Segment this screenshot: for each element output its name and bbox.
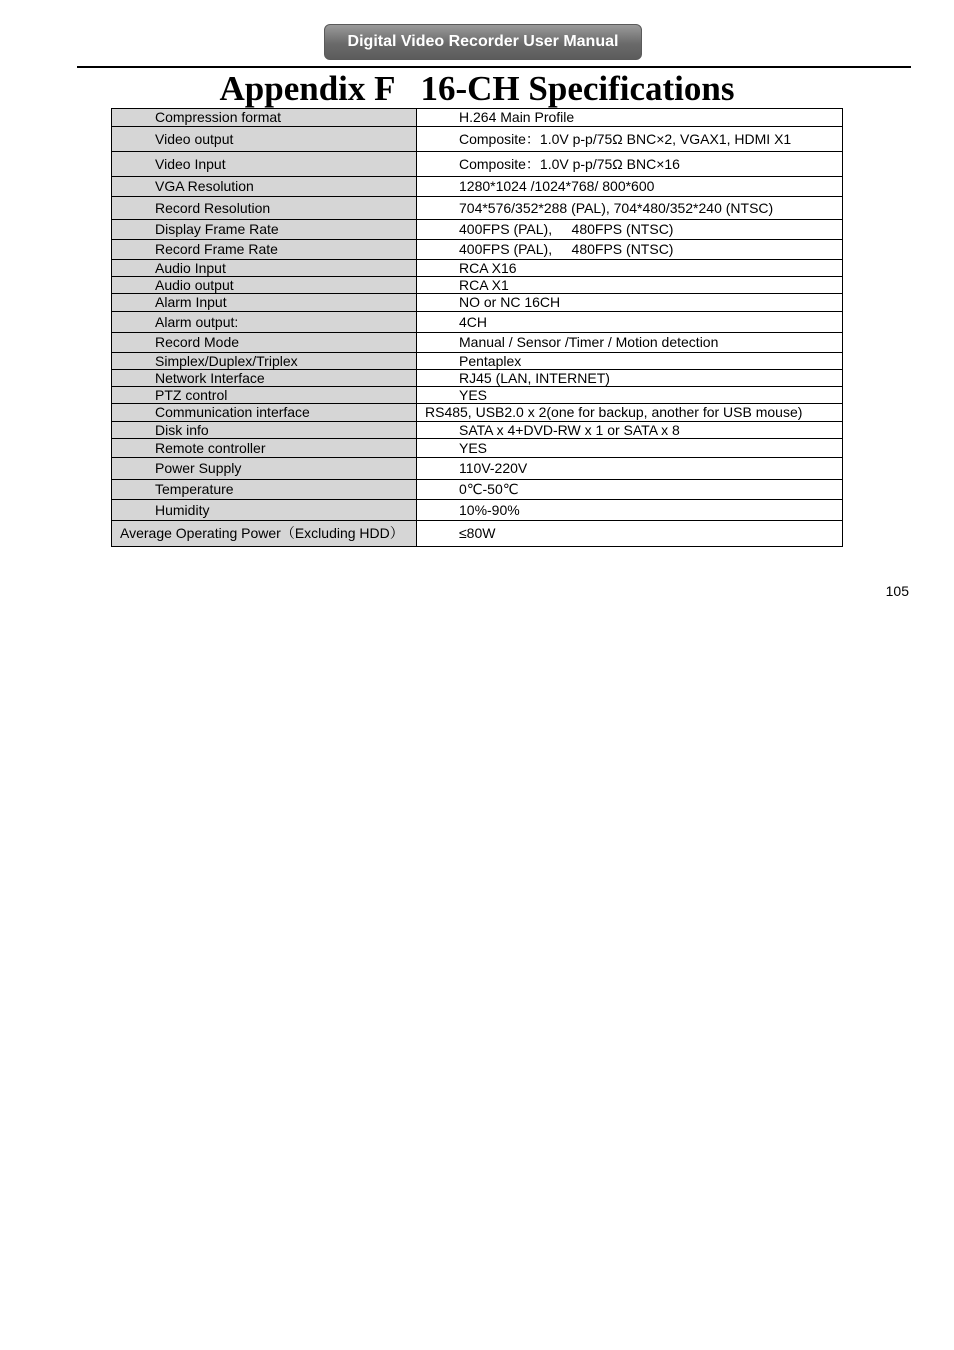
spec-value: 110V-220V bbox=[417, 458, 843, 480]
table-row bbox=[112, 260, 843, 277]
table-row bbox=[112, 387, 843, 404]
spec-value: Manual / Sensor /Timer / Motion detection bbox=[417, 333, 843, 353]
table-row bbox=[112, 197, 843, 220]
spec-value: RCA X16 bbox=[417, 260, 843, 277]
spec-value: ≤80W bbox=[417, 521, 843, 547]
page-title: Appendix F 16-CH Specifications bbox=[219, 69, 735, 108]
table-row bbox=[112, 177, 843, 197]
spec-label: Average Operating Power（Excluding HDD） bbox=[112, 521, 417, 547]
spec-label: Video output bbox=[112, 127, 417, 152]
spec-value: 400FPS (PAL), 480FPS (NTSC) bbox=[417, 240, 843, 260]
table-row bbox=[112, 109, 843, 127]
spec-value: YES bbox=[417, 387, 843, 404]
spec-value: YES bbox=[417, 439, 843, 458]
spec-label: Record Resolution bbox=[112, 197, 417, 220]
spec-label: Video Input bbox=[112, 152, 417, 177]
table-row bbox=[112, 422, 843, 439]
spec-label: PTZ control bbox=[112, 387, 417, 404]
spec-value: 0℃-50℃ bbox=[417, 480, 843, 500]
table-row bbox=[112, 220, 843, 240]
spec-value: 4CH bbox=[417, 312, 843, 333]
spec-label: Disk info bbox=[112, 422, 417, 439]
spec-label: Communication interface bbox=[112, 404, 417, 422]
spec-label: Alarm Input bbox=[112, 294, 417, 312]
spec-value: 704*576/352*288 (PAL), 704*480/352*240 (NTSC) bbox=[417, 197, 843, 220]
header-divider bbox=[77, 66, 911, 68]
spec-label: Humidity bbox=[112, 500, 417, 521]
spec-label: Simplex/Duplex/Triplex bbox=[112, 353, 417, 370]
table-row bbox=[112, 294, 843, 312]
spec-value: Composite：1.0V p-p/75Ω BNC×16 bbox=[417, 152, 843, 177]
table-row bbox=[112, 500, 843, 521]
table-row bbox=[112, 312, 843, 333]
table-row bbox=[112, 333, 843, 353]
table-row bbox=[112, 240, 843, 260]
table-row bbox=[112, 404, 843, 422]
spec-label: Remote controller bbox=[112, 439, 417, 458]
table-row bbox=[112, 370, 843, 387]
table-row bbox=[112, 480, 843, 500]
table-row bbox=[112, 127, 843, 152]
spec-value: Pentaplex bbox=[417, 353, 843, 370]
spec-value: H.264 Main Profile bbox=[417, 109, 843, 127]
spec-label: Display Frame Rate bbox=[112, 220, 417, 240]
spec-label: Record Frame Rate bbox=[112, 240, 417, 260]
spec-value: RS485, USB2.0 x 2(one for backup, another for USB mouse) bbox=[417, 404, 843, 422]
specifications-table bbox=[111, 108, 843, 547]
spec-value: Composite：1.0V p-p/75Ω BNC×2, VGAX1, HDMI X1 bbox=[417, 127, 843, 152]
spec-label: Audio output bbox=[112, 277, 417, 294]
table-row bbox=[112, 439, 843, 458]
spec-label: VGA Resolution bbox=[112, 177, 417, 197]
spec-value: 10%-90% bbox=[417, 500, 843, 521]
table-row bbox=[112, 152, 843, 177]
spec-label: Alarm output: bbox=[112, 312, 417, 333]
spec-label: Power Supply bbox=[112, 458, 417, 480]
spec-label: Temperature bbox=[112, 480, 417, 500]
spec-label: Record Mode bbox=[112, 333, 417, 353]
spec-value: SATA x 4+DVD-RW x 1 or SATA x 8 bbox=[417, 422, 843, 439]
spec-value: RJ45 (LAN, INTERNET) bbox=[417, 370, 843, 387]
manual-header-badge: Digital Video Recorder User Manual bbox=[324, 24, 642, 60]
spec-label: Audio Input bbox=[112, 260, 417, 277]
table-row bbox=[112, 458, 843, 480]
table-row bbox=[112, 353, 843, 370]
page-number: 105 bbox=[885, 583, 909, 599]
table-row bbox=[112, 277, 843, 294]
spec-value: NO or NC 16CH bbox=[417, 294, 843, 312]
spec-value: RCA X1 bbox=[417, 277, 843, 294]
spec-label: Network Interface bbox=[112, 370, 417, 387]
spec-value: 400FPS (PAL), 480FPS (NTSC) bbox=[417, 220, 843, 240]
table-row bbox=[112, 521, 843, 547]
spec-value: 1280*1024 /1024*768/ 800*600 bbox=[417, 177, 843, 197]
spec-label: Compression format bbox=[112, 109, 417, 127]
